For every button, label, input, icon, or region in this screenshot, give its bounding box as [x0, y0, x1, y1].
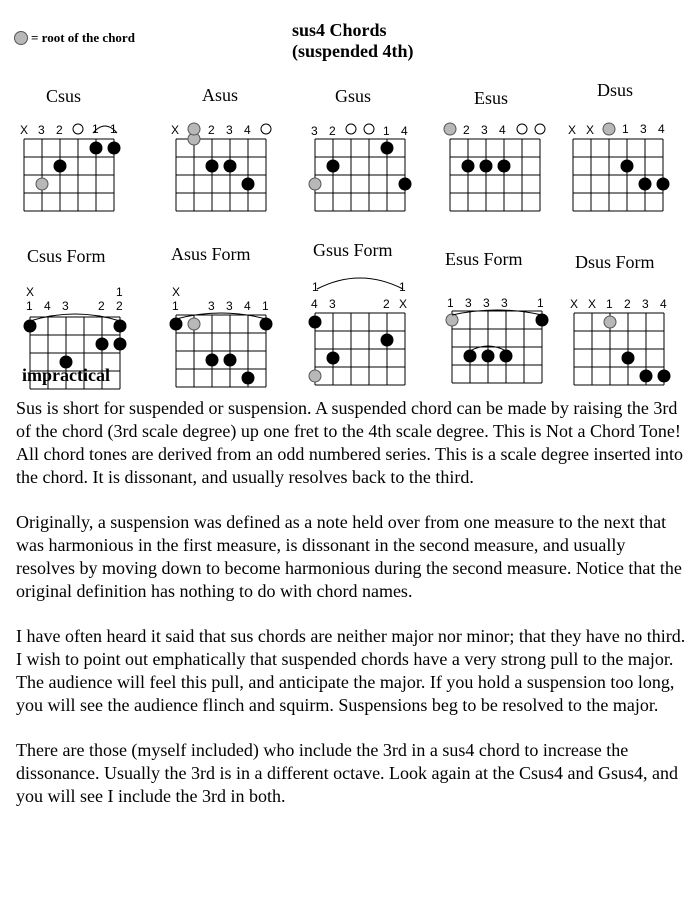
barre-arc	[93, 126, 117, 133]
fret-mark: 3	[640, 122, 647, 136]
fret-mark: 3	[329, 297, 336, 311]
fret-mark: 4	[311, 297, 318, 311]
open-string-circle	[364, 124, 374, 134]
finger-dot	[399, 178, 411, 190]
root-dot	[188, 318, 200, 330]
fret-mark: X	[570, 297, 579, 311]
fret-mark: 1	[537, 296, 544, 310]
open-string-circle	[261, 124, 271, 134]
fret-mark: 3	[501, 296, 508, 310]
fret-mark: 2	[116, 299, 123, 313]
root-dot	[188, 123, 200, 135]
root-dot	[309, 178, 321, 190]
fret-mark: 1	[622, 122, 629, 136]
root-dot	[444, 123, 456, 135]
fret-mark: 3	[465, 296, 472, 310]
finger-dot	[658, 370, 670, 382]
impractical-label: impractical	[22, 365, 110, 385]
title-line-1: sus4 Chords	[292, 20, 387, 40]
fret-mark: 1	[383, 124, 390, 138]
fret-mark: 2	[56, 123, 63, 137]
chord-name-esus-form: Esus Form	[445, 249, 523, 269]
fret-mark: X	[399, 297, 408, 311]
finger-dot	[206, 160, 218, 172]
fret-mark: 3	[311, 124, 318, 138]
finger-dot	[224, 354, 236, 366]
finger-dot	[657, 178, 669, 190]
root-dot	[603, 123, 615, 135]
paragraph-1: Sus is short for suspended or suspension. A suspended chord can be made by raising the 3rd of the chord (3rd scale degree) up one fret to the 4th scale degree. This is Not a Chord Tone! All chord tones are derived from an odd numbered series. This is a scale degree inserted into the chord. It is dissonant, and usually resolves back to the third.	[16, 398, 683, 487]
finger-dot	[260, 318, 272, 330]
finger-dot	[536, 314, 548, 326]
finger-dot	[242, 178, 254, 190]
title-line-2: (suspended 4th)	[292, 41, 414, 61]
fret-mark: 1	[92, 122, 99, 136]
fret-mark: 2	[98, 299, 105, 313]
chord-name-gsus-form: Gsus Form	[313, 240, 393, 260]
fret-mark: 4	[660, 297, 667, 311]
finger-dot	[96, 338, 108, 350]
fret-mark: 1	[606, 297, 613, 311]
fret-mark: 3	[642, 297, 649, 311]
fret-mark: 3	[226, 123, 233, 137]
root-dot	[36, 178, 48, 190]
finger-dot	[114, 320, 126, 332]
fret-mark: 1	[312, 280, 319, 294]
finger-dot	[242, 372, 254, 384]
finger-dot	[381, 142, 393, 154]
finger-dot	[309, 316, 321, 328]
finger-dot	[500, 350, 512, 362]
root-dot	[309, 370, 321, 382]
finger-dot	[462, 160, 474, 172]
fret-mark: 1	[26, 299, 33, 313]
fret-mark: 4	[44, 299, 51, 313]
chord-name-csus-form: Csus Form	[27, 246, 106, 266]
finger-dot	[464, 350, 476, 362]
fret-mark: 4	[244, 123, 251, 137]
finger-dot	[24, 320, 36, 332]
open-string-circle	[346, 124, 356, 134]
fret-mark: 2	[463, 123, 470, 137]
fret-mark: 1	[262, 299, 269, 313]
chord-name-asus: Asus	[202, 85, 239, 105]
chord-name-dsus: Dsus	[597, 80, 634, 100]
finger-dot	[90, 142, 102, 154]
finger-dot	[170, 318, 182, 330]
barre-arc	[317, 278, 403, 289]
finger-dot	[480, 160, 492, 172]
fret-mark: 3	[208, 299, 215, 313]
fret-mark: 2	[624, 297, 631, 311]
chord-name-csus: Csus	[46, 86, 82, 106]
fret-mark: 3	[226, 299, 233, 313]
root-dot	[604, 316, 616, 328]
open-string-circle	[535, 124, 545, 134]
finger-dot	[622, 352, 634, 364]
finger-dot	[640, 370, 652, 382]
fret-mark: X	[172, 285, 181, 299]
chord-diagrams	[0, 0, 700, 400]
legend-text: = root of the chord	[31, 30, 135, 45]
fret-mark: X	[20, 123, 29, 137]
finger-dot	[381, 334, 393, 346]
fret-mark: 3	[62, 299, 69, 313]
chord-name-gsus: Gsus	[335, 86, 372, 106]
open-string-circle	[517, 124, 527, 134]
fret-mark: 1	[447, 296, 454, 310]
chord-name-esus: Esus	[474, 88, 509, 108]
fret-mark: 1	[172, 299, 179, 313]
fret-mark: X	[171, 123, 180, 137]
chord-name-asus-form: Asus Form	[171, 244, 251, 264]
fret-mark: 3	[38, 123, 45, 137]
fret-mark: 1	[399, 280, 406, 294]
fret-mark: 2	[208, 123, 215, 137]
fret-mark: 1	[116, 285, 123, 299]
fret-mark: X	[588, 297, 597, 311]
fret-mark: 4	[244, 299, 251, 313]
finger-dot	[639, 178, 651, 190]
fret-mark: 1	[110, 122, 117, 136]
paragraph-2: Originally, a suspension was defined as a note held over from one measure to the next that was harmonious in the first measure, is dissonant in the second measure, and usually resolves by moving down to become harmonious during the second measure. Notice that the original definition has nothing to do with chord names.	[16, 512, 682, 601]
fret-mark: 4	[401, 124, 408, 138]
fret-mark: 4	[658, 122, 665, 136]
body-text	[16, 397, 688, 830]
chord-name-dsus-form: Dsus Form	[575, 252, 655, 272]
finger-dot	[498, 160, 510, 172]
paragraph-3: I have often heard it said that sus chords are neither major nor minor; that they have no third. I wish to point out emphatically that suspended chords have a very strong pull to the major. The audience will feel this pull, and anticipate the major. If you hold a suspension too long, you will see the audience flinch and squirm. Suspensions beg to be resolved to the major.	[16, 626, 686, 715]
finger-dot	[482, 350, 494, 362]
finger-dot	[54, 160, 66, 172]
paragraph-4: There are those (myself included) who include the 3rd in a sus4 chord to increase the dissonance. Usually the 3rd is in a different octave. Look again at the Csus4 and Gsus4, and you will see I include the 3rd in both.	[16, 740, 679, 806]
fret-mark: 3	[481, 123, 488, 137]
finger-dot	[224, 160, 236, 172]
fret-mark: 3	[483, 296, 490, 310]
fret-mark: 2	[329, 124, 336, 138]
finger-dot	[621, 160, 633, 172]
fret-mark: X	[586, 123, 595, 137]
root-dot	[446, 314, 458, 326]
open-string-circle	[73, 124, 83, 134]
finger-dot	[114, 338, 126, 350]
fret-mark: 4	[499, 123, 506, 137]
finger-dot	[327, 352, 339, 364]
fret-mark: X	[26, 285, 35, 299]
finger-dot	[108, 142, 120, 154]
fret-mark: X	[568, 123, 577, 137]
fret-mark: 2	[383, 297, 390, 311]
barre-arc	[176, 313, 266, 319]
finger-dot	[206, 354, 218, 366]
finger-dot	[327, 160, 339, 172]
